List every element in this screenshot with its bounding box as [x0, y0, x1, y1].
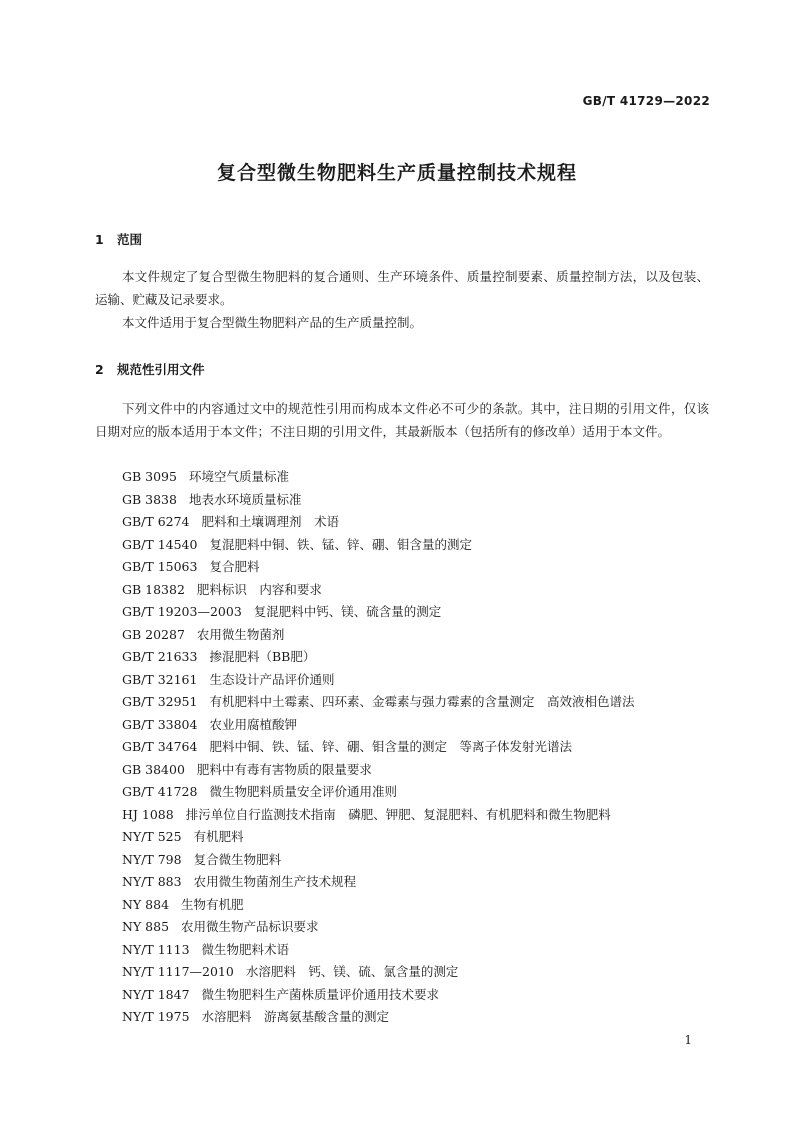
reference-title: 复混肥料中钙、镁、硫含量的测定 — [253, 604, 442, 619]
reference-item — [122, 511, 712, 534]
reference-title: 微生物肥料生产菌株质量评价通用技术要求 — [201, 986, 440, 1002]
reference-title: 排污单位自行监测技术指南 磷肥、钾肥、复混肥料、有机肥料和微生物肥料 — [185, 806, 611, 822]
reference-code: GB/T 41728 — [122, 784, 198, 799]
reference-title: 农用微生物菌剂 — [196, 626, 285, 642]
reference-code: NY/T 1975 — [122, 1009, 190, 1024]
reference-item — [122, 984, 712, 1007]
reference-item — [122, 939, 712, 962]
reference-title: 生态设计产品评价通则 — [209, 671, 335, 687]
page-number: 1 — [684, 1033, 692, 1047]
reference-code: GB/T 14540 — [122, 536, 198, 552]
reference-code: GB/T 15063 — [122, 559, 198, 574]
reference-item — [122, 466, 712, 489]
reference-code: GB 38400 — [122, 761, 185, 777]
reference-title: 复混肥料中铜、铁、锰、锌、硼、钼含量的测定 — [209, 536, 472, 552]
reference-item — [122, 691, 712, 714]
reference-item — [122, 916, 712, 939]
reference-code: NY/T 883 — [122, 874, 182, 889]
reference-item — [122, 894, 712, 917]
section-1-heading — [95, 230, 142, 248]
scope-paragraph-2: 本文件适用于复合型微生物肥料产品的生产质量控制。 — [122, 315, 423, 330]
reference-title: 农用微生物菌剂生产技术规程 — [193, 874, 357, 889]
reference-code: GB 3095 — [122, 469, 177, 484]
reference-title: 有机肥料中土霉素、四环素、金霉素与强力霉素的含量测定 高效液相色谱法 — [209, 694, 635, 709]
reference-code: GB/T 33804 — [122, 716, 198, 732]
reference-title: 农用微生物产品标识要求 — [181, 919, 319, 934]
reference-title: 水溶肥料 钙、镁、硫、氯含量的测定 — [245, 964, 459, 979]
reference-title: 微生物肥料质量安全评价通用准则 — [209, 784, 397, 799]
reference-title: 水溶肥料 游离氨基酸含量的测定 — [201, 1009, 390, 1024]
reference-code: GB/T 19203—2003 — [122, 604, 242, 619]
reference-title: 生物有机肥 — [181, 896, 244, 912]
reference-item — [122, 781, 712, 804]
reference-title: 肥料中铜、铁、锰、锌、硼、钼含量的测定 等离子体发射光谱法 — [209, 739, 572, 754]
reference-item — [122, 961, 712, 984]
reference-title: 掺混肥料（BB肥） — [209, 649, 316, 664]
normative-references-intro: 下列文件中的内容通过文中的规范性引用而构成本文件必不可少的条款。其中，注日期的引用文件，仅该日期对应的版本适用于本文件；不注日期的引用文件，其最新版本（包括所有的修改单）适用于本文件。 — [95, 401, 709, 439]
reference-item — [122, 579, 712, 602]
reference-code: HJ 1088 — [122, 806, 174, 822]
reference-title: 环境空气质量标准 — [188, 469, 289, 484]
reference-item — [122, 804, 712, 827]
reference-item — [122, 871, 712, 894]
reference-code: GB/T 21633 — [122, 649, 198, 664]
reference-item — [122, 849, 712, 872]
reference-item — [122, 736, 712, 759]
reference-code: GB 3838 — [122, 491, 177, 507]
section-title: 范围 — [117, 232, 143, 247]
reference-title: 肥料标识 内容和要求 — [196, 581, 322, 597]
reference-code: NY 885 — [122, 919, 170, 934]
reference-list — [122, 466, 712, 1029]
reference-item — [122, 646, 712, 669]
reference-title: 微生物肥料术语 — [201, 941, 290, 957]
reference-item — [122, 601, 712, 624]
reference-title: 复合肥料 — [209, 559, 260, 574]
reference-title: 复合微生物肥料 — [193, 851, 282, 867]
reference-code: NY/T 1117—2010 — [122, 964, 234, 979]
reference-item — [122, 826, 712, 849]
reference-item — [122, 556, 712, 579]
reference-code: GB/T 32161 — [122, 671, 198, 687]
scope-paragraph-1: 本文件规定了复合型微生物肥料的复合通则、生产环境条件、质量控制要素、质量控制方法，以及包装、运输、贮藏及记录要求。 — [95, 269, 709, 307]
reference-code: NY/T 798 — [122, 851, 182, 867]
reference-title: 有机肥料 — [193, 829, 244, 844]
reference-code: GB 18382 — [122, 581, 185, 597]
reference-code: NY 884 — [122, 896, 170, 912]
document-title: 复合型微生物肥料生产质量控制技术规程 — [216, 162, 577, 184]
reference-item — [122, 714, 712, 737]
reference-code: GB 20287 — [122, 626, 185, 642]
reference-title: 肥料和土壤调理剂 术语 — [201, 514, 340, 529]
reference-code: GB/T 34764 — [122, 739, 198, 754]
reference-code: NY/T 1113 — [122, 941, 190, 957]
section-2-heading — [95, 360, 205, 378]
reference-title: 肥料中有毒有害物质的限量要求 — [196, 761, 372, 777]
reference-item — [122, 534, 712, 557]
standard-number: GB/T 41729—2022 — [582, 94, 710, 108]
reference-code: GB/T 32951 — [122, 694, 198, 709]
section-number: 1 — [95, 232, 104, 247]
section-number: 2 — [95, 362, 104, 377]
reference-item — [122, 1006, 712, 1029]
reference-item — [122, 489, 712, 512]
reference-code: NY/T 525 — [122, 829, 182, 844]
reference-item — [122, 759, 712, 782]
section-title: 规范性引用文件 — [117, 362, 205, 377]
reference-code: NY/T 1847 — [122, 986, 190, 1002]
reference-item — [122, 624, 712, 647]
reference-title: 农业用腐植酸钾 — [209, 716, 297, 732]
reference-title: 地表水环境质量标准 — [188, 491, 302, 507]
reference-item — [122, 669, 712, 692]
reference-code: GB/T 6274 — [122, 514, 190, 529]
